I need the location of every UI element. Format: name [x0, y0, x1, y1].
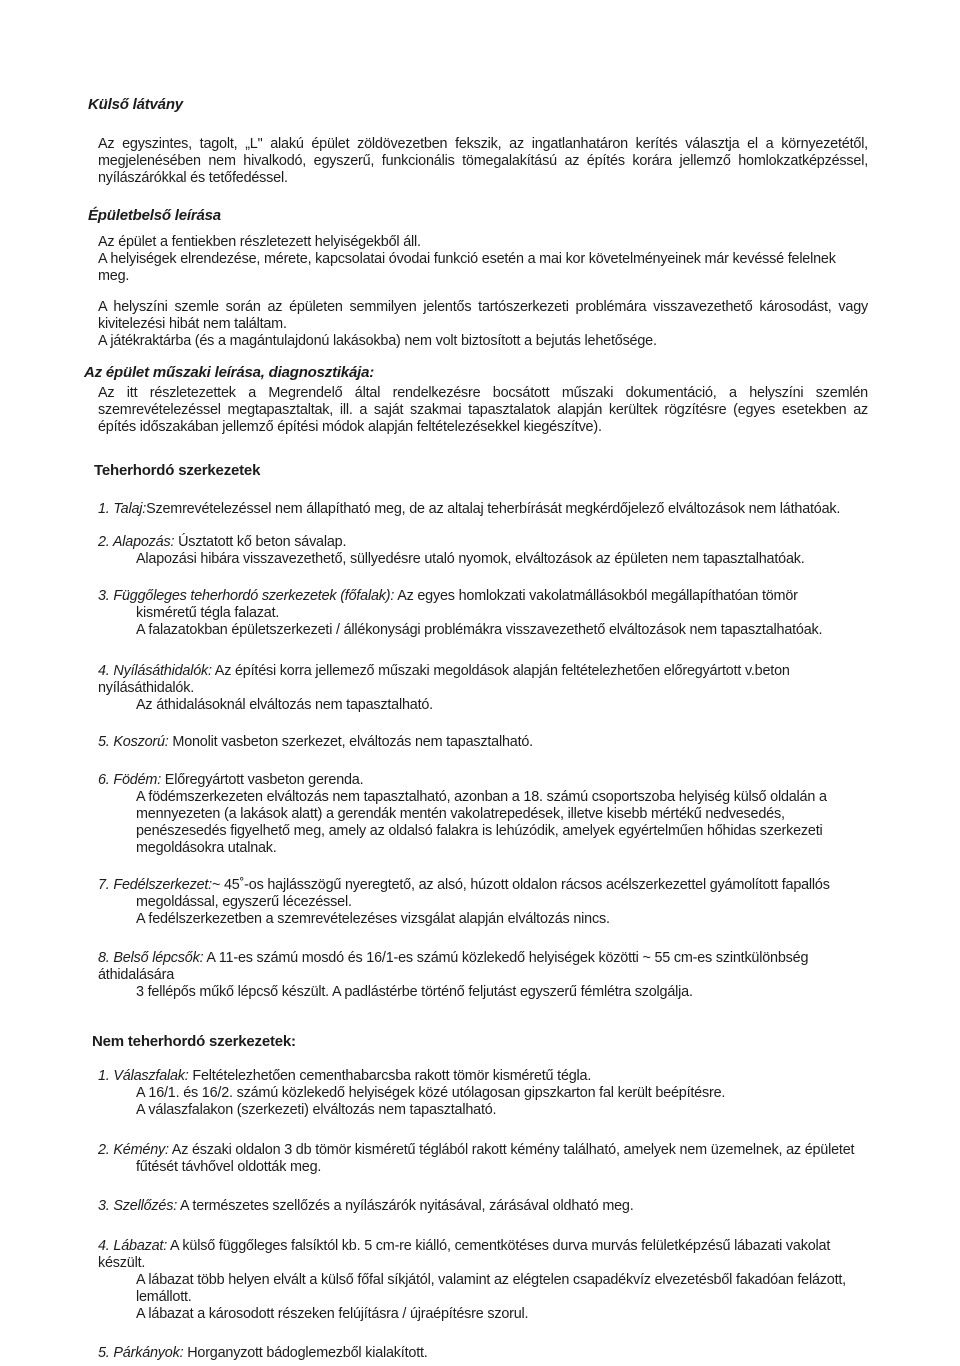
list-item-continuation: kisméretű tégla falazat.	[136, 605, 280, 621]
list-item-first-line	[98, 1142, 868, 1159]
list-item-text: Horganyzott bádoglemezből kialakított.	[183, 1345, 428, 1361]
list-item-continuation: Az áthidalásoknál elváltozás nem tapasztalható.	[136, 697, 433, 713]
teherhordo-item	[98, 734, 868, 751]
list-item-continuation: fűtését távhővel oldották meg.	[136, 1159, 322, 1175]
teherhordo-item	[98, 534, 868, 568]
list-item-text: Úsztatott kő beton sávalap.	[174, 534, 347, 550]
section-epuletbelso	[98, 234, 868, 350]
list-item-lead: Lábazat:	[113, 1238, 168, 1254]
list-item-first-line	[98, 1345, 868, 1362]
list-item-continuation: A falazatokban épületszerkezeti / állékonysági problémákra visszavezethető elváltozások nem tapasztalhatóak.	[136, 622, 823, 638]
teherhordo-item	[98, 501, 868, 518]
list-item-first-line	[98, 501, 868, 518]
list-item-number: 1.	[98, 1068, 114, 1084]
section-kulso-latvany	[98, 136, 868, 187]
list-item-lead: Függőleges teherhordó szerkezetek (főfalak):	[113, 588, 395, 604]
list-item-text: Monolit vasbeton szerkezet, elváltozás nem tapasztalható.	[168, 734, 533, 750]
list-item-continuation: 3 fellépős műkő lépcső készült. A padlástérbe történő feljutást egyszerű fémlétra szolgálja.	[136, 984, 693, 1000]
list-item-lead: Kémény:	[113, 1142, 169, 1158]
list-item-number: 4.	[98, 663, 114, 679]
belso-line-4: A játékraktárba (és a magántulajdonú lakásokba) nem volt biztosított a bejutás lehetősége.	[98, 333, 657, 349]
list-item-first-line	[98, 877, 868, 894]
teherhordo-item	[98, 877, 868, 928]
list-item-continuation: megoldással, egyszerű lécezéssel.	[136, 894, 352, 910]
list-item-number: 3.	[98, 1198, 114, 1214]
teherhordo-item	[98, 772, 868, 857]
list-item-first-line	[98, 1198, 868, 1215]
list-item-lead: Alapozás:	[112, 534, 175, 550]
list-item-lead: Fedélszerkezet:	[113, 877, 212, 893]
belso-line-1: Az épület a fentiekben részletezett helyiségekből áll.	[98, 234, 421, 250]
list-item-number: 6.	[98, 772, 114, 788]
teherhordo-list	[84, 501, 868, 1001]
list-item-continuation: A födémszerkezeten elváltozás nem tapasztalható, azonban a 18. számú csoportszoba helyiség külső oldalán a mennyezeten (a lakások alatt) a gerendák mentén vakolatrepedések, illetve kisebb mértékű nedvesedés, penészesedés figyelhető meg, amely az oldalsó falakra is lehúzódik, amelyek egyértelműen hőhidas szerkezeti megoldásokra utalnak.	[136, 789, 827, 856]
list-item-text: Az egyes homlokzati vakolatmállásokból megállapíthatóan tömör	[394, 588, 798, 604]
list-item-lead: Párkányok:	[113, 1345, 184, 1361]
heading-kulso-latvany: Külső látvány	[88, 96, 183, 113]
heading-muszaki-leiras: Az épület műszaki leírása, diagnosztikája:	[84, 364, 375, 381]
list-item-first-line	[98, 1068, 868, 1085]
kulso-paragraph: Az egyszintes, tagolt, „L" alakú épület zöldövezetben fekszik, az ingatlanhatáron kerítés választja el a környezetétől, megjelenésében nem hivalkodó, egyszerű, funkcionális tömegalakítású az építés korára jellemző homlokzatképzéssel, nyílászárókkal és tetőfedéssel.	[98, 136, 868, 186]
list-item-text: A külső függőleges falsíktól kb. 5 cm-re kiálló, cementkötéses durva murvás felületképzésű lábazati vakolat készült.	[98, 1238, 831, 1271]
list-item-text: Szemrevételezéssel nem állapítható meg, de az altalaj teherbírását megkérdőjelező elváltozások nem láthatóak.	[146, 501, 841, 517]
list-item-first-line	[98, 1238, 868, 1272]
nemteherhordo-item	[98, 1068, 868, 1119]
list-item-number: 3.	[98, 588, 114, 604]
nemteherhordo-item	[98, 1142, 868, 1176]
list-item-text: Az építési korra jellemező műszaki megoldások alapján feltételezhetően előregyártott v.beton nyílásáthidalók.	[98, 663, 790, 696]
list-item-lead: Szellőzés:	[113, 1198, 177, 1214]
document-body	[84, 96, 868, 1362]
list-item-number: 4.	[98, 1238, 114, 1254]
list-item-number: 5.	[98, 734, 114, 750]
list-item-number: 1.	[98, 501, 114, 517]
list-item-number: 7.	[98, 877, 114, 893]
list-item-lead: Talaj:	[113, 501, 147, 517]
nemteherhordo-item	[98, 1345, 868, 1362]
list-item-number: 8.	[98, 950, 114, 966]
list-item-first-line	[98, 534, 868, 551]
belso-line-2: A helyiségek elrendezése, mérete, kapcsolatai óvodai funkció esetén a mai kor követelményeinek már kevéssé felelnek meg.	[98, 251, 836, 284]
teherhordo-item	[98, 588, 868, 639]
muszaki-paragraph: Az itt részletezettek a Megrendelő által rendelkezésre bocsátott műszaki dokumentáció, a helyszíni szemlén szemrevételezéssel megtapasztaltak, ill. a saját szakmai tapasztalatok alapján kerültek rögzítésre (egyes esetekben az építés időszakában jellemző építési módok alapján feltételezésekkel kiegészítve).	[98, 385, 868, 435]
list-item-number: 5.	[98, 1345, 114, 1361]
list-item-lead: Belső lépcsők:	[113, 950, 204, 966]
list-item-number: 2.	[98, 534, 113, 550]
belso-line-3: A helyszíni szemle során az épületen semmilyen jelentős tartószerkezeti problémára visszavezethető károsodást, vagy kivitelezési hibát nem találtam.	[98, 299, 868, 332]
heading-nem-teherhordo: Nem teherhordó szerkezetek:	[92, 1033, 296, 1050]
section-muszaki-leiras	[98, 385, 868, 436]
nemteherhordo-item	[98, 1238, 868, 1323]
nem-teherhordo-list	[84, 1068, 868, 1362]
teherhordo-item	[98, 950, 868, 1001]
list-item-lead: Válaszfalak:	[113, 1068, 189, 1084]
heading-teherhordo: Teherhordó szerkezetek	[94, 462, 261, 479]
list-item-continuation: A lábazat a károsodott részeken felújításra / újraépítésre szorul.	[136, 1306, 529, 1322]
list-item-lead: Födém:	[113, 772, 161, 788]
list-item-continuation: A lábazat több helyen elvált a külső főfal síkjától, valamint az elégtelen csapadékvíz elvezetésből fakadóan felázott, lemállott.	[136, 1272, 846, 1305]
list-item-first-line	[98, 772, 868, 789]
list-item-continuation: A fedélszerkezetben a szemrevételezéses vizsgálat alapján elváltozás nincs.	[136, 911, 610, 927]
heading-epuletbelso: Épületbelső leírása	[88, 207, 221, 224]
list-item-first-line	[98, 950, 868, 984]
list-item-text: Előregyártott vasbeton gerenda.	[161, 772, 364, 788]
list-item-continuation: A 16/1. és 16/2. számú közlekedő helyiségek közé utólagosan gipszkarton fal került beépítésre.	[136, 1085, 726, 1101]
list-item-text: ~ 45˚-os hajlásszögű nyeregtető, az alsó, húzott oldalon rácsos acélszerkezettel gyámolított fapallós	[211, 877, 830, 893]
teherhordo-item	[98, 663, 868, 714]
list-item-lead: Nyílásáthidalók:	[113, 663, 212, 679]
list-item-text: Az északi oldalon 3 db tömör kisméretű téglából rakott kémény található, amelyek nem üzemelnek, az épületet	[168, 1142, 855, 1158]
list-item-first-line	[98, 663, 868, 697]
list-item-first-line	[98, 588, 868, 605]
list-item-continuation: A válaszfalakon (szerkezeti) elváltozás nem tapasztalható.	[136, 1102, 497, 1118]
list-item-text: A természetes szellőzés a nyílászárók nyitásával, zárásával oldható meg.	[177, 1198, 634, 1214]
nemteherhordo-item	[98, 1198, 868, 1215]
list-item-continuation: Alapozási hibára visszavezethető, süllyedésre utaló nyomok, elváltozások az épületen nem tapasztalhatóak.	[136, 551, 805, 567]
list-item-lead: Koszorú:	[113, 734, 169, 750]
list-item-text: Feltételezhetően cementhabarcsba rakott tömör kisméretű tégla.	[188, 1068, 592, 1084]
list-item-text: A 11-es számú mosdó és 16/1-es számú közlekedő helyiségek közötti ~ 55 cm-es szintkülönbség áthidalására	[98, 950, 809, 983]
list-item-first-line	[98, 734, 868, 751]
list-item-number: 2.	[98, 1142, 114, 1158]
